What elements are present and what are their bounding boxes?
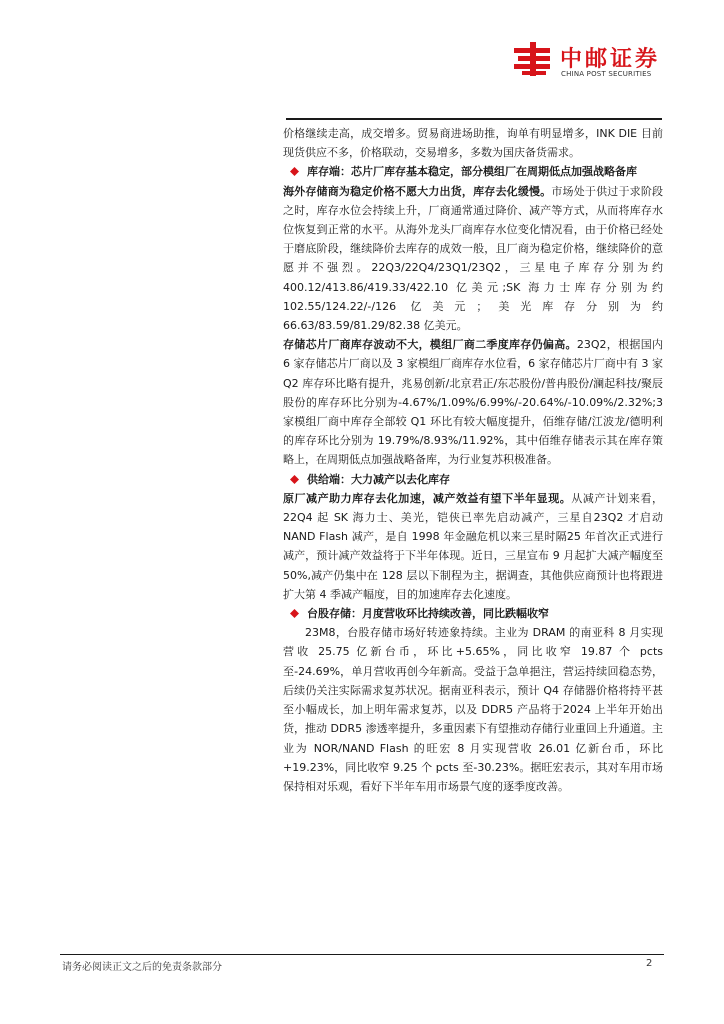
heading-text: 库存端：芯片厂库存基本稳定，部分模组厂在周期低点加强战略备库 xyxy=(307,165,637,179)
section-heading-inventory xyxy=(283,162,663,181)
main-content xyxy=(283,124,663,796)
heading-text: 台股存储：月度营收环比持续改善，同比跌幅收窄 xyxy=(307,607,549,621)
company-logo xyxy=(512,40,672,84)
paragraph-taiwan-revenue: 23M8，台股存储市场好转迹象持续。主业为 DRAM 的南亚科 8 月实现营收 25.75 亿新台币，环比+5.65%，同比收窄 19.87 个 pcts 至-24.69%，单月营收再创今年新高。受益于急单挹注，营运持续回稳态势，后续仍关注实际需求复苏状况。据南亚科表示，预计 Q4 存储器价格将持平甚至小幅成长，加上明年需求复苏，以及 DDR5 产品将于2024 上半年开始出货，推动 DDR5 渗透率提升，多重因素下有望推动存储行业重回上升通道。主业为 NOR/NAND Flash 的旺宏 8 月实现营收 26.01 亿新台币，环比+19.23%，同比收窄 9.25 个 pcts 至-30.23%。据旺宏表示，其对车用市场保持相对乐观，看好下半年车用市场景气度的逐季度改善。 xyxy=(283,626,663,793)
paragraph-overseas-inventory xyxy=(283,182,663,336)
logo-english-text: CHINA POST SECURITIES xyxy=(561,70,652,78)
diamond-bullet-icon xyxy=(290,475,299,484)
diamond-bullet-icon xyxy=(290,609,299,618)
footer-divider xyxy=(60,954,664,955)
heading-text: 供给端：大力减产以去化库存 xyxy=(307,472,450,486)
china-post-logo-icon xyxy=(512,40,556,80)
paragraph-lead: 原厂减产助力库存去化加速，减产效益有望下半年显现。 xyxy=(283,491,572,505)
diamond-bullet-icon xyxy=(290,167,299,176)
paragraph-chip-inventory xyxy=(283,335,663,469)
paragraph-lead: 海外存储商为稳定价格不愿大力出货，库存去化缓慢。 xyxy=(283,184,552,198)
paragraph-body: 市场处于供过于求阶段之时，库存水位会持续上升，厂商通常通过降价、减产等方式，从而将库存水位恢复到正常的水平。从海外龙头厂商库存水位变化情况看，由于价格已经处于磨底阶段，继续降价去库存的成效一般，且厂商为稳定价格，继续降价的意愿并不强烈。22Q3/22Q4/23Q1/23Q2，三星电子库存分别为约400.12/413.86/419.33/422.10 亿美元;SK 海力士库存分别为约102.55/124.22/-/126 亿美元；美光库存分别为约66.63/83.59/81.29/82.38 亿美元。 xyxy=(283,184,664,333)
paragraph-production-cut xyxy=(283,489,663,604)
logo-chinese-text: 中邮证券 xyxy=(560,47,661,72)
paragraph-lead: 存储芯片厂商库存波动不大，模组厂商二季度库存仍偏高。 xyxy=(283,338,577,352)
paragraph-body: 从减产计划来看，22Q4 起 SK 海力士、美光，铠侠已率先启动减产，三星自23Q2 才启动 NAND Flash 减产，是自 1998 年金融危机以来三星时隔25 年首次正式进行减产，预计减产效益将于下半年体现。近日，三星宣布 9 月起扩大减产幅度至 50%,减产仍集中在 128 层以下制程为主，据调查，其他供应商预计也将跟进扩大第 4 季减产幅度，目的加速库存去化速度。 xyxy=(283,491,663,601)
footer-disclaimer: 请务必阅读正文之后的免责条款部分 xyxy=(62,962,222,973)
paragraph-body: 23Q2，根据国内 6 家存储芯片厂商以及 3 家模组厂商库存水位看，6 家存储芯片厂商中有 3 家 Q2 库存环比略有提升，兆易创新/北京君正/东芯股份/普冉股份/澜起科技/聚辰股份的库存环比分别为-4.67%/1.09%/6.99%/-20.64%/-10.09%/2.32%;3 家模组厂商中库存全部较 Q1 环比有较大幅度提升，佰维存储/江波龙/德明利的库存环比分别为 19.79%/8.93%/11.92%，其中佰维存储表示其在库存策略上，在周期低点加强战略备库，为行业复苏积极准备。 xyxy=(283,338,664,467)
section-heading-supply xyxy=(283,470,663,489)
page-header xyxy=(0,0,724,100)
paragraph-continued: 价格继续走高，成交增多。贸易商进场助推，询单有明显增多，INK DIE 目前现货供应不多，价格联动，交易增多，多数为国庆备货需求。 xyxy=(283,127,663,160)
section-heading-taiwan xyxy=(283,604,663,623)
header-divider xyxy=(286,118,662,120)
page-number: 2 xyxy=(646,958,653,969)
